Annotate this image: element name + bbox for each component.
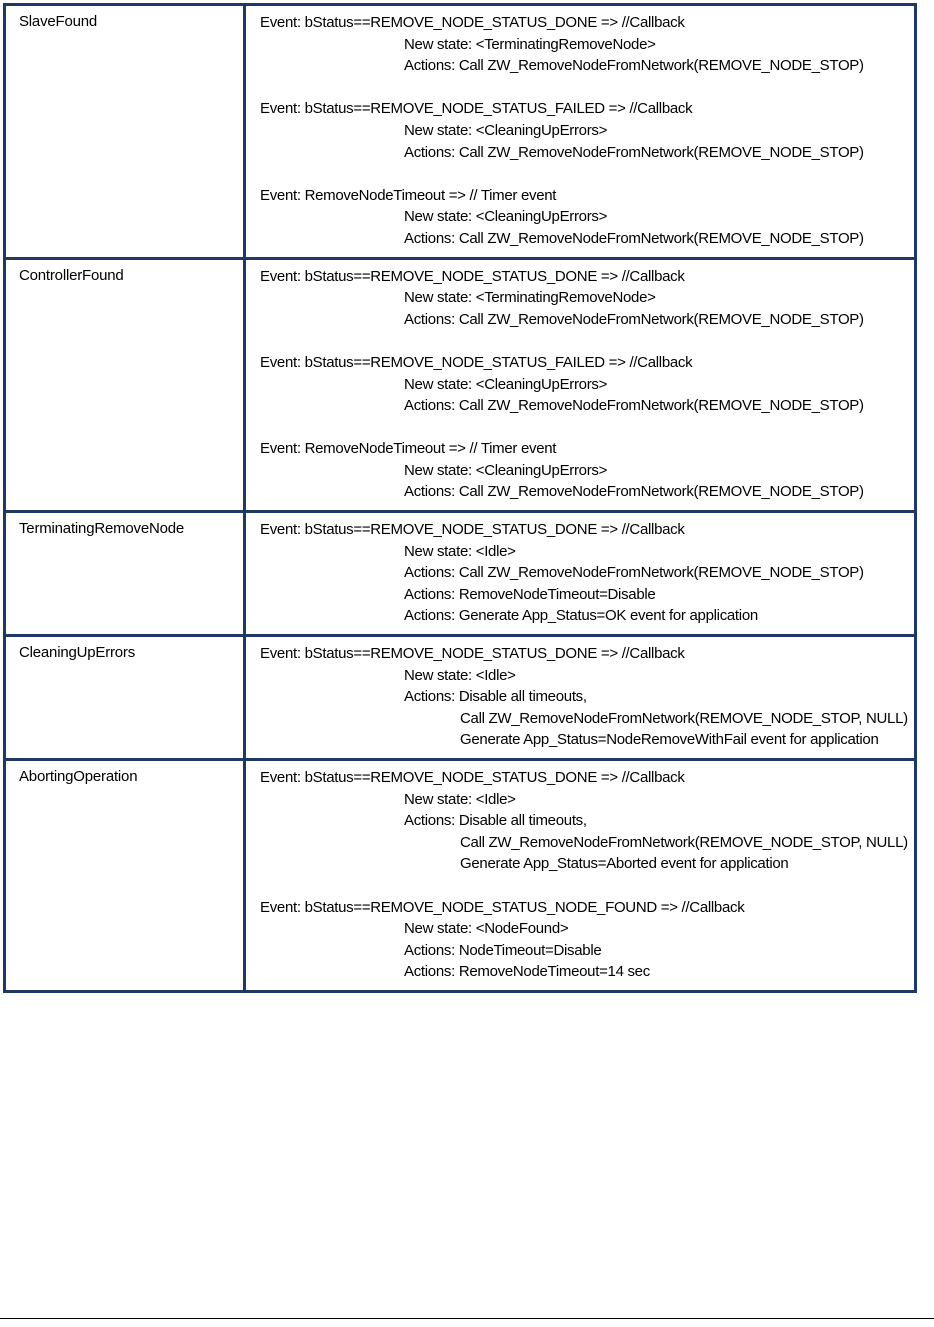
event-block [260,352,914,417]
event-line: Event: bStatus==REMOVE_NODE_STATUS_FAILED => //Callback [260,353,693,371]
table-row [5,5,916,259]
event-line: Event: RemoveNodeTimeout => // Timer event [260,186,557,204]
new-state-line: New state: <NodeFound> [404,920,569,938]
action-subline: Call ZW_RemoveNodeFromNetwork(REMOVE_NODE_STOP, NULL) [460,709,908,727]
state-name-cell [5,258,245,512]
state-events-cell [245,760,916,992]
new-state-line: New state: <CleaningUpErrors> [404,121,608,139]
event-block [260,98,914,163]
block-gap [260,417,914,439]
state-events-cell [245,512,916,636]
event-block [260,266,914,331]
state-name: CleaningUpErrors [19,644,136,662]
action-line: Actions: Disable all timeouts, [404,688,587,706]
new-state-line: New state: <CleaningUpErrors> [404,208,608,226]
state-name-cell [5,636,245,760]
event-block [260,643,914,751]
event-line: Event: bStatus==REMOVE_NODE_STATUS_DONE => //Callback [260,521,685,539]
table-row [5,760,916,992]
action-line: Actions: Call ZW_RemoveNodeFromNetwork(REMOVE_NODE_STOP) [404,564,864,582]
event-block [260,12,914,77]
event-line: Event: bStatus==REMOVE_NODE_STATUS_NODE_FOUND => //Callback [260,898,745,916]
new-state-line: New state: <TerminatingRemoveNode> [404,35,656,53]
action-line: Actions: Call ZW_RemoveNodeFromNetwork(REMOVE_NODE_STOP) [404,143,864,161]
new-state-line: New state: <CleaningUpErrors> [404,461,608,479]
table-row [5,258,916,512]
state-events-cell [245,636,916,760]
event-line: Event: bStatus==REMOVE_NODE_STATUS_FAILED => //Callback [260,100,693,118]
footer-rule [0,1318,934,1319]
action-line: Actions: NodeTimeout=Disable [404,941,602,959]
action-line: Actions: Call ZW_RemoveNodeFromNetwork(REMOVE_NODE_STOP) [404,229,864,247]
event-line: Event: bStatus==REMOVE_NODE_STATUS_DONE => //Callback [260,267,685,285]
event-line: Event: bStatus==REMOVE_NODE_STATUS_DONE => //Callback [260,645,685,663]
block-gap [260,875,914,897]
state-name-cell [5,5,245,259]
action-line: Actions: Disable all timeouts, [404,812,587,830]
state-name: SlaveFound [19,13,98,30]
block-gap [260,77,914,99]
action-subline: Call ZW_RemoveNodeFromNetwork(REMOVE_NODE_STOP, NULL) [460,833,908,851]
new-state-line: New state: <TerminatingRemoveNode> [404,289,656,307]
action-subline: Generate App_Status=NodeRemoveWithFail event for application [460,731,879,749]
action-line: Actions: RemoveNodeTimeout=14 sec [404,963,650,981]
event-block [260,767,914,875]
action-line: Actions: Call ZW_RemoveNodeFromNetwork(REMOVE_NODE_STOP) [404,397,864,415]
state-name: TerminatingRemoveNode [19,520,185,538]
new-state-line: New state: <CleaningUpErrors> [404,375,608,393]
event-line: Event: bStatus==REMOVE_NODE_STATUS_DONE => //Callback [260,14,685,31]
table-row [5,636,916,760]
block-gap [260,163,914,185]
event-block [260,519,914,627]
action-subline: Generate App_Status=Aborted event for application [460,855,789,873]
event-line: Event: RemoveNodeTimeout => // Timer event [260,440,557,458]
event-block [260,897,914,983]
event-line: Event: bStatus==REMOVE_NODE_STATUS_DONE => //Callback [260,769,685,786]
block-gap [260,330,914,352]
action-line: Actions: Generate App_Status=OK event for application [404,607,758,625]
event-block [260,185,914,250]
state-name: AbortingOperation [19,768,138,785]
state-name-cell [5,512,245,636]
state-name: ControllerFound [19,266,124,284]
table-row [5,512,916,636]
state-events-cell [245,258,916,512]
action-line: Actions: Call ZW_RemoveNodeFromNetwork(REMOVE_NODE_STOP) [404,310,864,328]
action-line: Actions: RemoveNodeTimeout=Disable [404,585,656,603]
event-block [260,438,914,503]
action-line: Actions: Call ZW_RemoveNodeFromNetwork(REMOVE_NODE_STOP) [404,483,864,501]
state-name-cell [5,760,245,992]
new-state-line: New state: <Idle> [404,666,516,684]
state-table-body [5,5,916,992]
new-state-line: New state: <Idle> [404,542,516,560]
action-line: Actions: Call ZW_RemoveNodeFromNetwork(REMOVE_NODE_STOP) [404,57,864,75]
state-transition-table [3,3,917,993]
new-state-line: New state: <Idle> [404,790,516,808]
state-events-cell [245,5,916,259]
